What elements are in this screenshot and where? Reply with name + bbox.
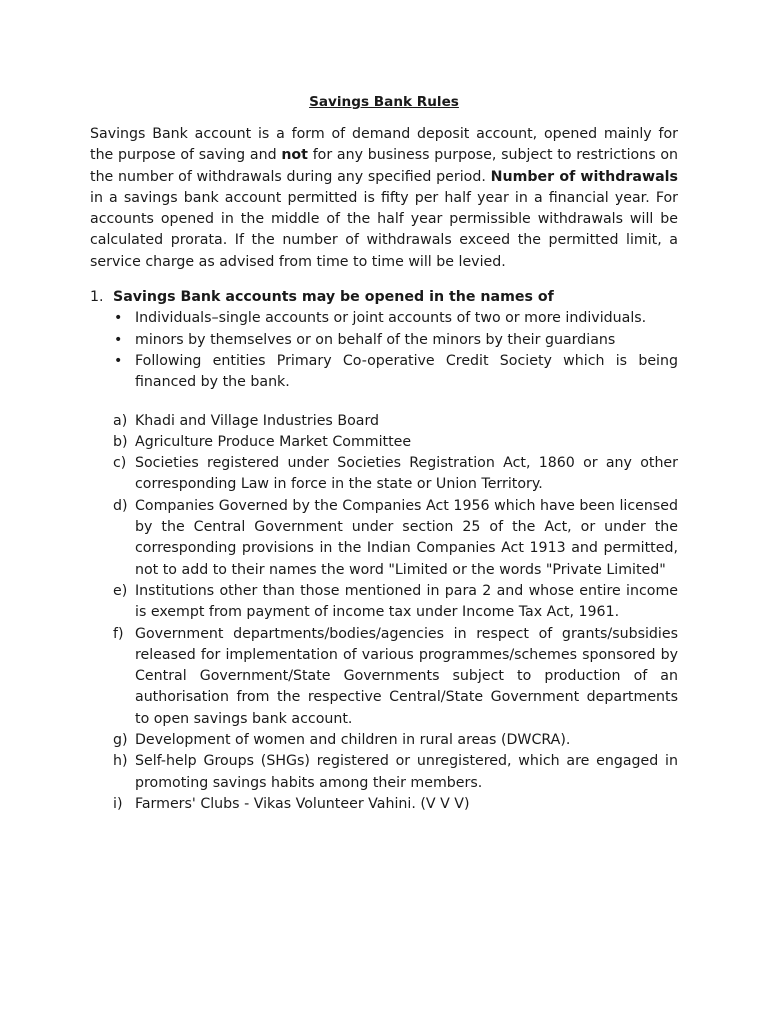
item-marker: h) xyxy=(113,753,128,770)
section-heading-row xyxy=(90,287,678,308)
section-1 xyxy=(90,287,678,815)
intro-text-2: for any business purpose, subject to restrictions on the number of withdrawals during any specified period. xyxy=(90,147,678,185)
item-marker: c) xyxy=(113,455,127,472)
list-item xyxy=(113,730,678,751)
item-marker: g) xyxy=(113,732,128,749)
list-item xyxy=(113,453,678,496)
bullet-icon: • xyxy=(114,331,123,348)
list-item xyxy=(113,581,678,624)
item-text: Khadi and Village Industries Board xyxy=(135,412,380,429)
item-text: Self-help Groups (SHGs) registered or unregistered, which are engaged in promoting savings habits among their members. xyxy=(135,753,678,791)
item-text: Development of women and children in rural areas (DWCRA). xyxy=(135,732,571,749)
intro-paragraph xyxy=(90,124,678,273)
bullet-text: Following entities Primary Co-operative Credit Society which is being financed by the bank. xyxy=(135,352,678,391)
item-text: Government departments/bodies/agencies in respect of grants/subsidies released for implementation of various programmes/schemes sponsored by Central Government/State Governments subject to production of an authorisation from the respective Central/State Government departments to open savings bank account. xyxy=(135,625,678,727)
bullet-text: Individuals–single accounts or joint accounts of two or more individuals. xyxy=(135,310,647,327)
list-item xyxy=(113,308,678,329)
section-heading: Savings Bank accounts may be opened in the names of xyxy=(113,289,554,306)
item-marker: i) xyxy=(113,795,123,812)
list-item xyxy=(113,751,678,794)
item-marker: e) xyxy=(113,582,128,599)
intro-bold-not: not xyxy=(281,147,308,164)
bullet-text: minors by themselves or on behalf of the minors by their guardians xyxy=(135,331,616,348)
list-item xyxy=(113,411,678,432)
entity-list xyxy=(90,411,678,816)
item-marker: b) xyxy=(113,433,128,450)
bullet-icon: • xyxy=(114,310,123,327)
item-text: Institutions other than those mentioned in para 2 and whose entire income is exempt from payment of income tax under Income Tax Act, 1961. xyxy=(135,582,678,621)
list-item xyxy=(113,794,678,815)
bullet-list xyxy=(90,308,678,393)
item-marker: d) xyxy=(113,497,128,514)
intro-text-3: in a savings bank account permitted is fifty per half year in a financial year. For accounts opened in the middle of the half year permissible withdrawals will be calculated prorata. If the number of withdrawals exceed the permitted limit, a service charge as advised from time to time will be levied. xyxy=(90,189,678,270)
list-item xyxy=(113,624,678,730)
intro-bold-withdrawals: Number of withdrawals xyxy=(490,168,678,185)
section-number: 1. xyxy=(90,289,104,306)
list-item xyxy=(113,496,678,581)
bullet-icon: • xyxy=(114,352,123,369)
item-text: Companies Governed by the Companies Act 1956 which have been licensed by the Central Government under section 25 of the Act, or under the corresponding provisions in the Indian Companies Act 1913 and permitted, not to add to their names the word "Limited or the words "Private Limited" xyxy=(135,497,678,578)
page-title: Savings Bank Rules xyxy=(309,94,459,110)
list-item xyxy=(113,351,678,394)
list-item xyxy=(113,432,678,453)
item-marker: a) xyxy=(113,412,128,429)
intro-text-1: Savings Bank account is a form of demand deposit account, opened mainly for the purpose of saving and xyxy=(90,126,678,164)
item-text: Farmers' Clubs - Vikas Volunteer Vahini. (V V V) xyxy=(135,795,470,812)
item-text: Agriculture Produce Market Committee xyxy=(135,433,412,450)
item-text: Societies registered under Societies Registration Act, 1860 or any other corresponding Law in force in the state or Union Territory. xyxy=(135,455,678,493)
list-item xyxy=(113,330,678,351)
document-page xyxy=(90,92,678,815)
item-marker: f) xyxy=(113,625,124,642)
